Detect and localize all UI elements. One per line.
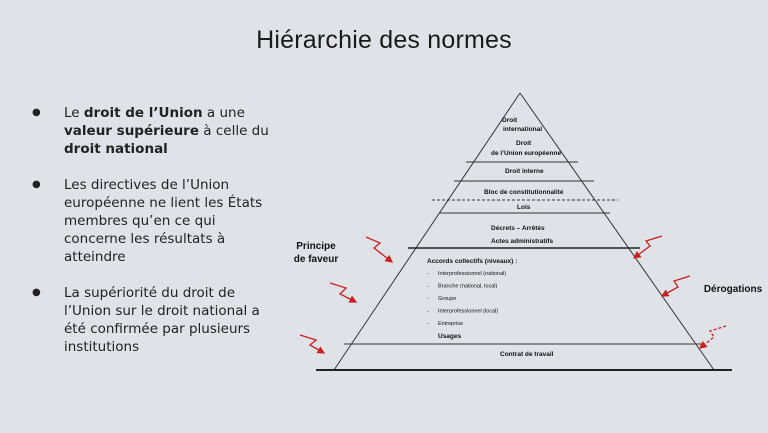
bullet-bold-text: valeur supérieure	[64, 123, 199, 139]
accords-item-dash: -	[427, 308, 429, 315]
bullet-text: à celle du	[199, 123, 269, 139]
level-droit-international-2: international	[503, 126, 543, 133]
red-arrow-icon	[330, 283, 356, 302]
level-contrat-travail: Contrat de travail	[500, 351, 554, 358]
bullet-bold-text: droit de l’Union	[83, 105, 203, 121]
accords-item-dash: -	[427, 283, 429, 290]
principe-label-line1: Principe	[296, 241, 336, 252]
red-arrow-icon	[662, 276, 690, 296]
bullet-text: Les directives de l’Union européenne ne lient les États membres qu’en ce qui concerne les résultats à atteindre	[64, 177, 263, 265]
principe-arrows	[300, 237, 392, 353]
accords-item-dash: -	[427, 321, 429, 327]
level-actes-administratifs: Actes administratifs	[491, 238, 554, 245]
red-arrow-icon	[634, 236, 662, 258]
red-arrow-icon	[366, 237, 392, 262]
accords-items-list	[427, 271, 506, 327]
bullet-text: Le	[64, 105, 84, 121]
bullet-text: La supériorité du droit de l’Union sur le droit national a été confirmée par plusieurs institutions	[64, 285, 260, 355]
level-lois: Lois	[517, 204, 531, 211]
accords-item-dash: -	[427, 296, 429, 302]
red-dashed-arrow-icon	[700, 326, 726, 348]
accords-item: Groupe	[438, 296, 457, 302]
bullet-text: a une	[202, 105, 245, 121]
red-arrow-icon	[300, 335, 324, 353]
level-droit-ue-2: de l’Union européenne	[491, 150, 562, 157]
level-accords-collectifs: Accords collectifs (niveaux) :	[427, 258, 518, 265]
accords-item: Branche (national, local)	[438, 283, 498, 290]
level-usages: Usages	[438, 333, 462, 340]
derogations-label-text: Dérogations	[703, 284, 763, 295]
slide-title: Hiérarchie des normes	[256, 26, 512, 54]
pyramid-right-edge	[520, 93, 714, 370]
principe-label-line2: de faveur	[293, 254, 339, 265]
level-droit-ue-1: Droit	[516, 140, 532, 147]
level-bloc-constitutionnalite: Bloc de constitutionnalité	[484, 189, 564, 196]
derogations-arrows	[634, 236, 726, 348]
accords-item: Interprofessionnel (national)	[438, 271, 507, 277]
level-droit-interne: Droit interne	[505, 168, 544, 175]
accords-item: Interprofessionnel (local)	[438, 308, 499, 315]
level-droit-international-1: Droit	[502, 117, 518, 124]
bullet-bold-text: droit national	[64, 141, 168, 157]
accords-item: Entreprise	[438, 321, 464, 327]
accords-item-dash: -	[427, 271, 429, 277]
level-decrets: Décrets – Arrêtés	[491, 225, 545, 232]
